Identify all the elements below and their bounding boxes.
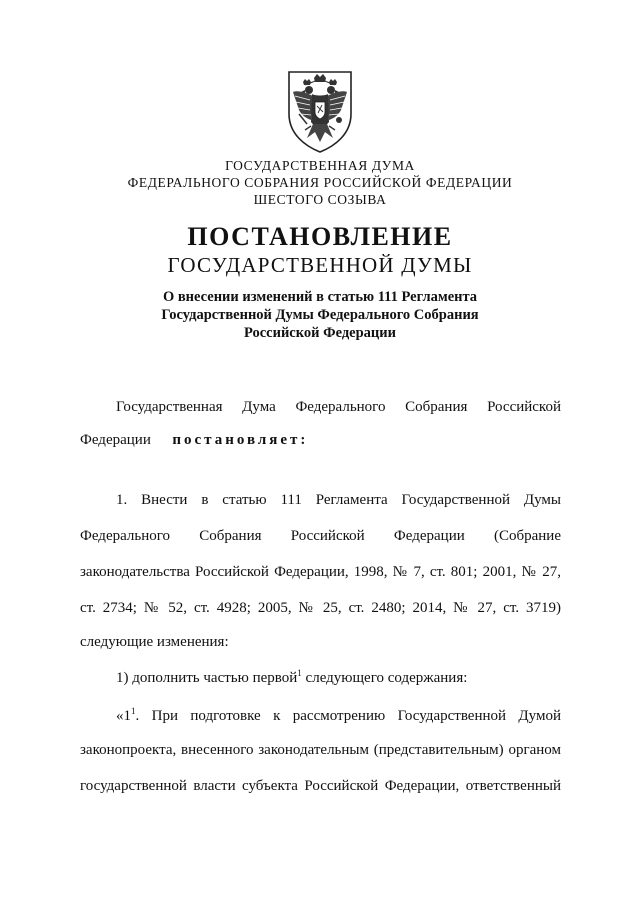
quote-prefix: «1: [116, 708, 131, 724]
preamble-prefix: Федерации: [80, 432, 151, 448]
document-subject-line: Государственной Думы Федерального Собрания: [161, 307, 479, 323]
item-1-line: 1. Внести в статью 111 Регламента Государственной Думы: [116, 492, 561, 508]
item-1-line: Федерального Собрания Российской Федерации (Собрание: [80, 528, 561, 544]
item-1-line: законодательства Российской Федерации, 1998, № 7, ст. 801; 2001, № 27,: [80, 564, 561, 580]
item-1-line: ст. 2734; № 52, ст. 4928; 2005, № 25, ст. 2480; 2014, № 27, ст. 3719): [80, 600, 561, 616]
quote-line: [116, 706, 561, 726]
header-line-2: ФЕДЕРАЛЬНОГО СОБРАНИЯ РОССИЙСКОЙ ФЕДЕРАЦИИ: [127, 175, 513, 190]
header-line-3: ШЕСТОГО СОЗЫВА: [253, 192, 387, 207]
preamble-line: Государственная Дума Федерального Собрания Российской: [116, 399, 561, 415]
preamble-verb: постановляет:: [172, 432, 309, 448]
double-headed-eagle-emblem-icon: [277, 68, 363, 154]
document-issuer: ГОСУДАРСТВЕННОЙ ДУМЫ: [167, 253, 473, 277]
superscript: 1: [131, 706, 136, 716]
header-line-1: ГОСУДАРСТВЕННАЯ ДУМА: [225, 158, 415, 173]
document-subject-line: Российской Федерации: [243, 325, 396, 341]
sub-item-1-suffix: следующего содержания:: [301, 670, 468, 686]
quote-line: государственной власти субъекта Российской Федерации, ответственный: [80, 778, 561, 794]
document-type-title: ПОСТАНОВЛЕНИЕ: [187, 222, 453, 251]
superscript: 1: [297, 668, 302, 678]
sub-item-1-line: [116, 668, 561, 688]
preamble-line: [80, 430, 561, 450]
quote-line: законопроекта, внесенного законодательным (представительным) органом: [80, 742, 561, 758]
quote-line-1-rest: . При подготовке к рассмотрению Государственной Думой: [135, 708, 561, 724]
item-1-line: следующие изменения:: [80, 634, 229, 650]
document-subject-line: О внесении изменений в статью 111 Регламента: [162, 289, 478, 305]
sub-item-1-prefix: 1) дополнить частью первой: [116, 670, 298, 686]
